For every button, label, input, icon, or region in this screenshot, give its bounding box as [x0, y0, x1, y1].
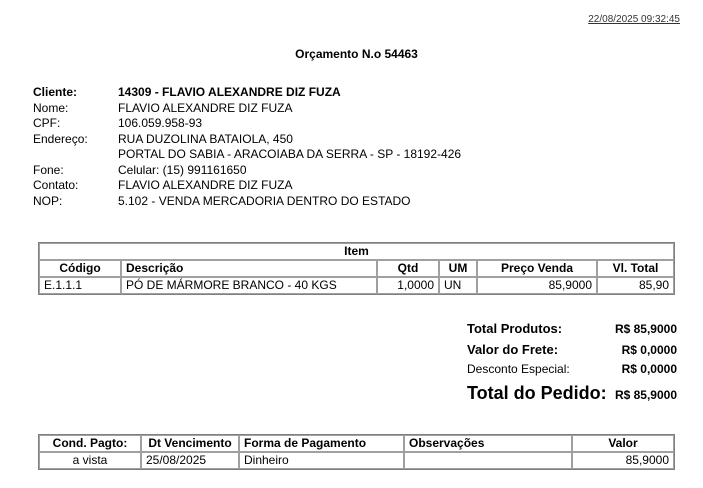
desconto-row — [467, 362, 677, 383]
client-row — [33, 85, 461, 101]
col-qtd: Qtd — [377, 260, 439, 277]
table-row — [39, 277, 674, 294]
nop-label: NOP: — [33, 193, 63, 208]
name-row — [33, 101, 461, 117]
payment-table — [38, 434, 675, 470]
col-um: UM — [439, 260, 477, 277]
col-codigo: Código — [39, 260, 121, 277]
phone-value: Celular: (15) 991161650 — [118, 162, 247, 177]
items-caption: Item — [39, 243, 674, 260]
cpf-value: 106.059.958-93 — [118, 116, 203, 130]
address-label: Endereço: — [33, 131, 88, 146]
desconto-value: R$ 0,0000 — [621, 362, 677, 376]
address-value: RUA DUZOLINA BATAIOLA, 450 — [118, 131, 293, 146]
contact-value: FLAVIO ALEXANDRE DIZ FUZA — [118, 178, 293, 192]
total-produtos-row — [467, 321, 677, 342]
client-value: 14309 - FLAVIO ALEXANDRE DIZ FUZA — [118, 85, 341, 99]
totals-block — [467, 321, 677, 404]
col-vl-total: Vl. Total — [597, 260, 674, 277]
col-observacoes: Observações — [404, 435, 572, 452]
page-title: Orçamento N.o 54463 — [295, 47, 418, 61]
print-timestamp: 22/08/2025 09:32:45 — [588, 14, 680, 25]
cell-um: UN — [439, 277, 477, 294]
cell-cond-pagto: a vista — [39, 452, 141, 469]
cell-preco-venda: 85,9000 — [477, 277, 597, 294]
col-dt-vencimento: Dt Vencimento — [141, 435, 239, 452]
items-table — [38, 242, 675, 295]
col-cond-pagto: Cond. Pagto: — [39, 435, 141, 452]
total-pedido-value: R$ 85,9000 — [614, 388, 677, 402]
cell-descricao: PÓ DE MÁRMORE BRANCO - 40 KGS — [121, 277, 377, 294]
desconto-label: Desconto Especial: — [467, 362, 570, 376]
phone-row — [33, 163, 461, 179]
nop-value: 5.102 - VENDA MERCADORIA DENTRO DO ESTADO — [118, 193, 411, 208]
cell-valor: 85,9000 — [572, 452, 674, 469]
col-descricao: Descrição — [121, 260, 377, 277]
frete-row — [467, 342, 677, 362]
name-value: FLAVIO ALEXANDRE DIZ FUZA — [118, 100, 293, 115]
total-pedido-row — [467, 383, 677, 404]
cell-qtd: 1,0000 — [377, 277, 439, 294]
col-valor: Valor — [572, 435, 674, 452]
cell-codigo: E.1.1.1 — [39, 277, 121, 294]
address-row — [33, 132, 461, 148]
contact-row — [33, 178, 461, 194]
frete-value: R$ 0,0000 — [621, 343, 677, 357]
total-produtos-label: Total Produtos: — [467, 321, 563, 336]
col-preco-venda: Preço Venda — [477, 260, 597, 277]
client-info — [33, 85, 461, 209]
total-pedido-label: Total do Pedido: — [467, 383, 607, 403]
nop-row — [33, 194, 461, 210]
frete-label: Valor do Frete: — [467, 342, 559, 357]
cell-forma-pagamento: Dinheiro — [239, 452, 404, 469]
cell-vl-total: 85,90 — [597, 277, 674, 294]
cell-dt-vencimento: 25/08/2025 — [141, 452, 239, 469]
name-label: Nome: — [33, 100, 69, 115]
address-line2-row — [33, 147, 461, 163]
col-forma-pagamento: Forma de Pagamento — [239, 435, 404, 452]
cell-observacoes — [404, 452, 572, 469]
cpf-label: CPF: — [33, 116, 61, 130]
phone-label: Fone: — [33, 162, 64, 177]
cpf-row — [33, 116, 461, 132]
client-label: Cliente: — [33, 85, 78, 99]
table-row — [39, 452, 674, 469]
contact-label: Contato: — [33, 178, 79, 192]
total-produtos-value: R$ 85,9000 — [614, 322, 677, 336]
address-line2-label — [33, 147, 118, 163]
address-line2-value: PORTAL DO SABIA - ARACOIABA DA SERRA - SP - 18192-426 — [118, 147, 462, 161]
